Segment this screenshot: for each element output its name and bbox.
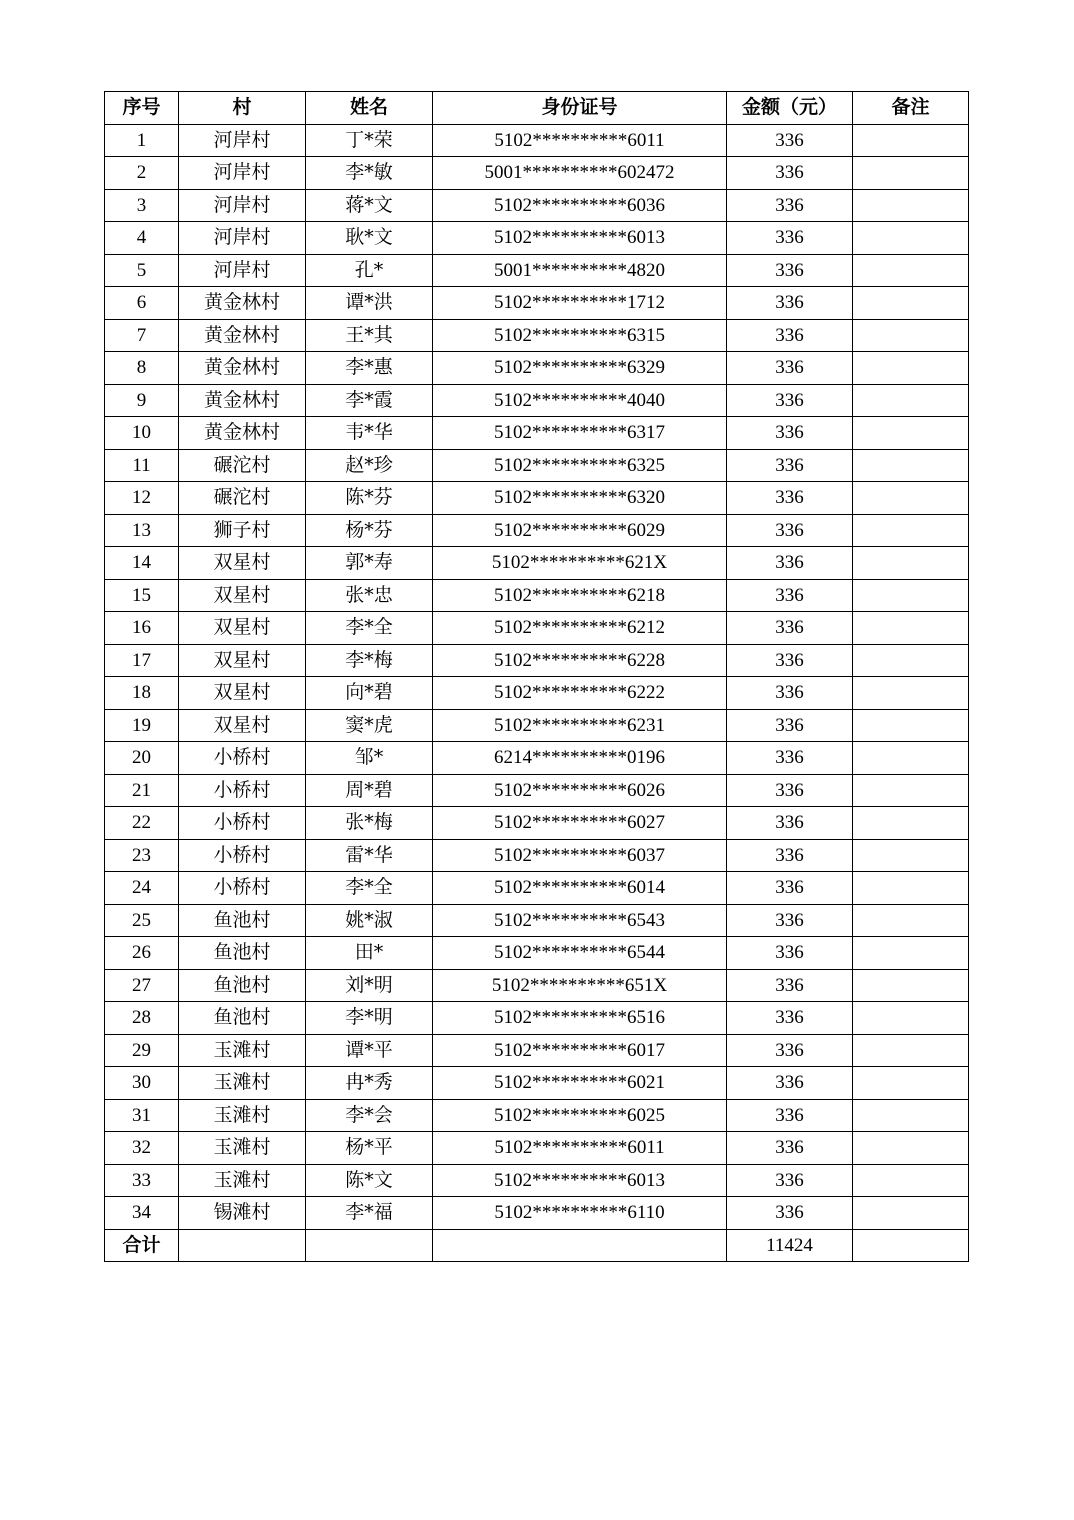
cell-seq: 18 xyxy=(105,677,179,710)
table-row xyxy=(105,742,969,775)
cell-amount: 336 xyxy=(727,839,853,872)
cell-name: 杨*芬 xyxy=(306,514,433,547)
cell-remark xyxy=(853,807,969,840)
cell-remark xyxy=(853,612,969,645)
cell-id-number: 5102**********6325 xyxy=(433,449,727,482)
cell-seq: 6 xyxy=(105,287,179,320)
table-row xyxy=(105,124,969,157)
cell-remark xyxy=(853,709,969,742)
table-row xyxy=(105,1034,969,1067)
cell-village: 黄金林村 xyxy=(179,384,306,417)
cell-seq: 29 xyxy=(105,1034,179,1067)
cell-village: 小桥村 xyxy=(179,839,306,872)
cell-village: 玉滩村 xyxy=(179,1099,306,1132)
cell-id-number: 6214**********0196 xyxy=(433,742,727,775)
table-row xyxy=(105,969,969,1002)
cell-remark xyxy=(853,417,969,450)
total-amount: 11424 xyxy=(727,1229,853,1262)
header-seq: 序号 xyxy=(105,92,179,125)
cell-village: 碾沱村 xyxy=(179,482,306,515)
cell-id-number: 5102**********6026 xyxy=(433,774,727,807)
cell-id-number: 5102**********6036 xyxy=(433,189,727,222)
cell-name: 田* xyxy=(306,937,433,970)
cell-remark xyxy=(853,1197,969,1230)
table-row xyxy=(105,514,969,547)
cell-id-number: 5102**********6011 xyxy=(433,124,727,157)
cell-seq: 32 xyxy=(105,1132,179,1165)
cell-id-number: 5102**********6329 xyxy=(433,352,727,385)
cell-amount: 336 xyxy=(727,319,853,352)
cell-name: 邹* xyxy=(306,742,433,775)
table-row xyxy=(105,319,969,352)
cell-id-number: 5001**********4820 xyxy=(433,254,727,287)
header-id: 身份证号 xyxy=(433,92,727,125)
cell-name: 李*全 xyxy=(306,612,433,645)
cell-id-number: 5102**********6543 xyxy=(433,904,727,937)
cell-remark xyxy=(853,157,969,190)
cell-remark xyxy=(853,319,969,352)
cell-village: 黄金林村 xyxy=(179,417,306,450)
cell-seq: 13 xyxy=(105,514,179,547)
cell-remark xyxy=(853,677,969,710)
table-row xyxy=(105,1164,969,1197)
table-row xyxy=(105,807,969,840)
cell-name: 蒋*文 xyxy=(306,189,433,222)
cell-village: 小桥村 xyxy=(179,774,306,807)
cell-seq: 1 xyxy=(105,124,179,157)
table-row xyxy=(105,1067,969,1100)
cell-seq: 23 xyxy=(105,839,179,872)
cell-name: 谭*平 xyxy=(306,1034,433,1067)
cell-amount: 336 xyxy=(727,644,853,677)
cell-remark xyxy=(853,969,969,1002)
cell-seq: 28 xyxy=(105,1002,179,1035)
cell-amount: 336 xyxy=(727,417,853,450)
cell-id-number: 5102**********6011 xyxy=(433,1132,727,1165)
cell-remark xyxy=(853,872,969,905)
cell-village: 鱼池村 xyxy=(179,969,306,1002)
total-label: 合计 xyxy=(105,1229,179,1262)
cell-remark xyxy=(853,1034,969,1067)
cell-amount: 336 xyxy=(727,157,853,190)
cell-seq: 12 xyxy=(105,482,179,515)
cell-id-number: 5102**********621X xyxy=(433,547,727,580)
cell-amount: 336 xyxy=(727,677,853,710)
cell-amount: 336 xyxy=(727,904,853,937)
cell-amount: 336 xyxy=(727,547,853,580)
cell-name: 刘*明 xyxy=(306,969,433,1002)
cell-village: 河岸村 xyxy=(179,189,306,222)
cell-seq: 14 xyxy=(105,547,179,580)
header-remark: 备注 xyxy=(853,92,969,125)
cell-village: 黄金林村 xyxy=(179,319,306,352)
table-row xyxy=(105,482,969,515)
cell-name: 丁*荣 xyxy=(306,124,433,157)
cell-amount: 336 xyxy=(727,254,853,287)
cell-amount: 336 xyxy=(727,1164,853,1197)
roster-table xyxy=(104,91,969,1262)
cell-village: 双星村 xyxy=(179,709,306,742)
table-row xyxy=(105,547,969,580)
table-row xyxy=(105,579,969,612)
cell-remark xyxy=(853,514,969,547)
cell-village: 黄金林村 xyxy=(179,352,306,385)
cell-name: 雷*华 xyxy=(306,839,433,872)
cell-remark xyxy=(853,384,969,417)
cell-seq: 3 xyxy=(105,189,179,222)
table-row xyxy=(105,904,969,937)
cell-remark xyxy=(853,1132,969,1165)
table-row xyxy=(105,709,969,742)
cell-id-number: 5001**********602472 xyxy=(433,157,727,190)
cell-remark xyxy=(853,254,969,287)
table-row xyxy=(105,1099,969,1132)
cell-village: 碾沱村 xyxy=(179,449,306,482)
cell-village: 双星村 xyxy=(179,612,306,645)
cell-amount: 336 xyxy=(727,579,853,612)
cell-name: 姚*淑 xyxy=(306,904,433,937)
cell-amount: 336 xyxy=(727,709,853,742)
cell-id-number: 5102**********6013 xyxy=(433,222,727,255)
cell-seq: 21 xyxy=(105,774,179,807)
cell-seq: 26 xyxy=(105,937,179,970)
table-row xyxy=(105,222,969,255)
cell-name: 王*其 xyxy=(306,319,433,352)
cell-remark xyxy=(853,774,969,807)
table-row xyxy=(105,384,969,417)
cell-village: 双星村 xyxy=(179,677,306,710)
cell-seq: 10 xyxy=(105,417,179,450)
cell-id-number: 5102**********6025 xyxy=(433,1099,727,1132)
cell-village: 玉滩村 xyxy=(179,1164,306,1197)
cell-amount: 336 xyxy=(727,937,853,970)
cell-name: 韦*华 xyxy=(306,417,433,450)
cell-seq: 22 xyxy=(105,807,179,840)
cell-name: 李*会 xyxy=(306,1099,433,1132)
cell-amount: 336 xyxy=(727,352,853,385)
cell-amount: 336 xyxy=(727,287,853,320)
cell-name: 耿*文 xyxy=(306,222,433,255)
cell-village: 小桥村 xyxy=(179,742,306,775)
cell-amount: 336 xyxy=(727,1002,853,1035)
cell-name: 窦*虎 xyxy=(306,709,433,742)
cell-amount: 336 xyxy=(727,482,853,515)
cell-name: 周*碧 xyxy=(306,774,433,807)
cell-village: 玉滩村 xyxy=(179,1132,306,1165)
cell-seq: 20 xyxy=(105,742,179,775)
cell-village: 河岸村 xyxy=(179,222,306,255)
cell-name: 陈*文 xyxy=(306,1164,433,1197)
cell-village: 鱼池村 xyxy=(179,904,306,937)
cell-amount: 336 xyxy=(727,222,853,255)
table-row xyxy=(105,189,969,222)
cell-amount: 336 xyxy=(727,1132,853,1165)
cell-seq: 2 xyxy=(105,157,179,190)
cell-id-number: 5102**********6017 xyxy=(433,1034,727,1067)
cell-name: 孔* xyxy=(306,254,433,287)
total-remark-cell xyxy=(853,1229,969,1262)
cell-seq: 30 xyxy=(105,1067,179,1100)
cell-remark xyxy=(853,904,969,937)
cell-amount: 336 xyxy=(727,1067,853,1100)
cell-seq: 15 xyxy=(105,579,179,612)
cell-id-number: 5102**********6315 xyxy=(433,319,727,352)
cell-id-number: 5102**********6544 xyxy=(433,937,727,970)
cell-id-number: 5102**********6013 xyxy=(433,1164,727,1197)
cell-id-number: 5102**********6516 xyxy=(433,1002,727,1035)
cell-amount: 336 xyxy=(727,189,853,222)
cell-remark xyxy=(853,482,969,515)
cell-name: 李*明 xyxy=(306,1002,433,1035)
table-row xyxy=(105,1002,969,1035)
cell-seq: 11 xyxy=(105,449,179,482)
cell-id-number: 5102**********4040 xyxy=(433,384,727,417)
cell-name: 张*梅 xyxy=(306,807,433,840)
table-row xyxy=(105,1197,969,1230)
cell-id-number: 5102**********6320 xyxy=(433,482,727,515)
cell-name: 张*忠 xyxy=(306,579,433,612)
table-row xyxy=(105,872,969,905)
table-row xyxy=(105,1132,969,1165)
cell-name: 李*霞 xyxy=(306,384,433,417)
table-row xyxy=(105,774,969,807)
cell-id-number: 5102**********6218 xyxy=(433,579,727,612)
cell-amount: 336 xyxy=(727,1197,853,1230)
cell-remark xyxy=(853,547,969,580)
cell-id-number: 5102**********6228 xyxy=(433,644,727,677)
header-amount: 金额（元） xyxy=(727,92,853,125)
cell-seq: 25 xyxy=(105,904,179,937)
cell-remark xyxy=(853,352,969,385)
table-row xyxy=(105,937,969,970)
table-row xyxy=(105,839,969,872)
cell-seq: 8 xyxy=(105,352,179,385)
cell-id-number: 5102**********6317 xyxy=(433,417,727,450)
cell-id-number: 5102**********1712 xyxy=(433,287,727,320)
table-row xyxy=(105,612,969,645)
cell-id-number: 5102**********6037 xyxy=(433,839,727,872)
cell-id-number: 5102**********6222 xyxy=(433,677,727,710)
cell-remark xyxy=(853,449,969,482)
cell-remark xyxy=(853,1067,969,1100)
cell-amount: 336 xyxy=(727,742,853,775)
cell-village: 河岸村 xyxy=(179,254,306,287)
cell-seq: 16 xyxy=(105,612,179,645)
cell-village: 双星村 xyxy=(179,547,306,580)
table-row xyxy=(105,352,969,385)
cell-seq: 34 xyxy=(105,1197,179,1230)
cell-id-number: 5102**********6110 xyxy=(433,1197,727,1230)
cell-id-number: 5102**********6212 xyxy=(433,612,727,645)
total-village-cell xyxy=(179,1229,306,1262)
cell-seq: 33 xyxy=(105,1164,179,1197)
cell-village: 玉滩村 xyxy=(179,1067,306,1100)
cell-seq: 19 xyxy=(105,709,179,742)
cell-remark xyxy=(853,1002,969,1035)
cell-remark xyxy=(853,644,969,677)
cell-name: 杨*平 xyxy=(306,1132,433,1165)
table-row xyxy=(105,254,969,287)
cell-village: 黄金林村 xyxy=(179,287,306,320)
table-row xyxy=(105,449,969,482)
cell-id-number: 5102**********6014 xyxy=(433,872,727,905)
cell-name: 李*敏 xyxy=(306,157,433,190)
cell-name: 李*福 xyxy=(306,1197,433,1230)
cell-remark xyxy=(853,1164,969,1197)
cell-village: 狮子村 xyxy=(179,514,306,547)
table-row xyxy=(105,417,969,450)
table-row xyxy=(105,157,969,190)
cell-name: 李*梅 xyxy=(306,644,433,677)
cell-village: 鱼池村 xyxy=(179,1002,306,1035)
cell-amount: 336 xyxy=(727,807,853,840)
cell-village: 锡滩村 xyxy=(179,1197,306,1230)
table-row xyxy=(105,644,969,677)
cell-village: 双星村 xyxy=(179,579,306,612)
total-row xyxy=(105,1229,969,1262)
cell-name: 李*全 xyxy=(306,872,433,905)
cell-village: 小桥村 xyxy=(179,807,306,840)
cell-remark xyxy=(853,222,969,255)
cell-name: 陈*芬 xyxy=(306,482,433,515)
cell-id-number: 5102**********6027 xyxy=(433,807,727,840)
cell-seq: 31 xyxy=(105,1099,179,1132)
cell-name: 冉*秀 xyxy=(306,1067,433,1100)
header-name: 姓名 xyxy=(306,92,433,125)
cell-amount: 336 xyxy=(727,774,853,807)
cell-remark xyxy=(853,287,969,320)
cell-amount: 336 xyxy=(727,1099,853,1132)
total-id-cell xyxy=(433,1229,727,1262)
cell-amount: 336 xyxy=(727,969,853,1002)
cell-village: 河岸村 xyxy=(179,157,306,190)
cell-remark xyxy=(853,124,969,157)
cell-id-number: 5102**********651X xyxy=(433,969,727,1002)
cell-seq: 5 xyxy=(105,254,179,287)
cell-village: 小桥村 xyxy=(179,872,306,905)
cell-name: 向*碧 xyxy=(306,677,433,710)
header-village: 村 xyxy=(179,92,306,125)
cell-id-number: 5102**********6029 xyxy=(433,514,727,547)
cell-name: 谭*洪 xyxy=(306,287,433,320)
cell-seq: 24 xyxy=(105,872,179,905)
roster-body xyxy=(105,124,969,1262)
cell-name: 赵*珍 xyxy=(306,449,433,482)
cell-seq: 9 xyxy=(105,384,179,417)
cell-amount: 336 xyxy=(727,514,853,547)
cell-village: 河岸村 xyxy=(179,124,306,157)
cell-amount: 336 xyxy=(727,872,853,905)
cell-name: 郭*寿 xyxy=(306,547,433,580)
cell-village: 鱼池村 xyxy=(179,937,306,970)
cell-amount: 336 xyxy=(727,384,853,417)
cell-amount: 336 xyxy=(727,1034,853,1067)
cell-remark xyxy=(853,937,969,970)
header-row xyxy=(105,92,969,125)
cell-remark xyxy=(853,189,969,222)
table-row xyxy=(105,287,969,320)
cell-id-number: 5102**********6021 xyxy=(433,1067,727,1100)
cell-amount: 336 xyxy=(727,612,853,645)
cell-amount: 336 xyxy=(727,449,853,482)
cell-village: 双星村 xyxy=(179,644,306,677)
table-row xyxy=(105,677,969,710)
total-name-cell xyxy=(306,1229,433,1262)
cell-remark xyxy=(853,1099,969,1132)
cell-name: 李*惠 xyxy=(306,352,433,385)
cell-village: 玉滩村 xyxy=(179,1034,306,1067)
cell-remark xyxy=(853,839,969,872)
cell-id-number: 5102**********6231 xyxy=(433,709,727,742)
cell-seq: 4 xyxy=(105,222,179,255)
cell-seq: 7 xyxy=(105,319,179,352)
cell-seq: 17 xyxy=(105,644,179,677)
cell-remark xyxy=(853,579,969,612)
cell-remark xyxy=(853,742,969,775)
cell-amount: 336 xyxy=(727,124,853,157)
cell-seq: 27 xyxy=(105,969,179,1002)
